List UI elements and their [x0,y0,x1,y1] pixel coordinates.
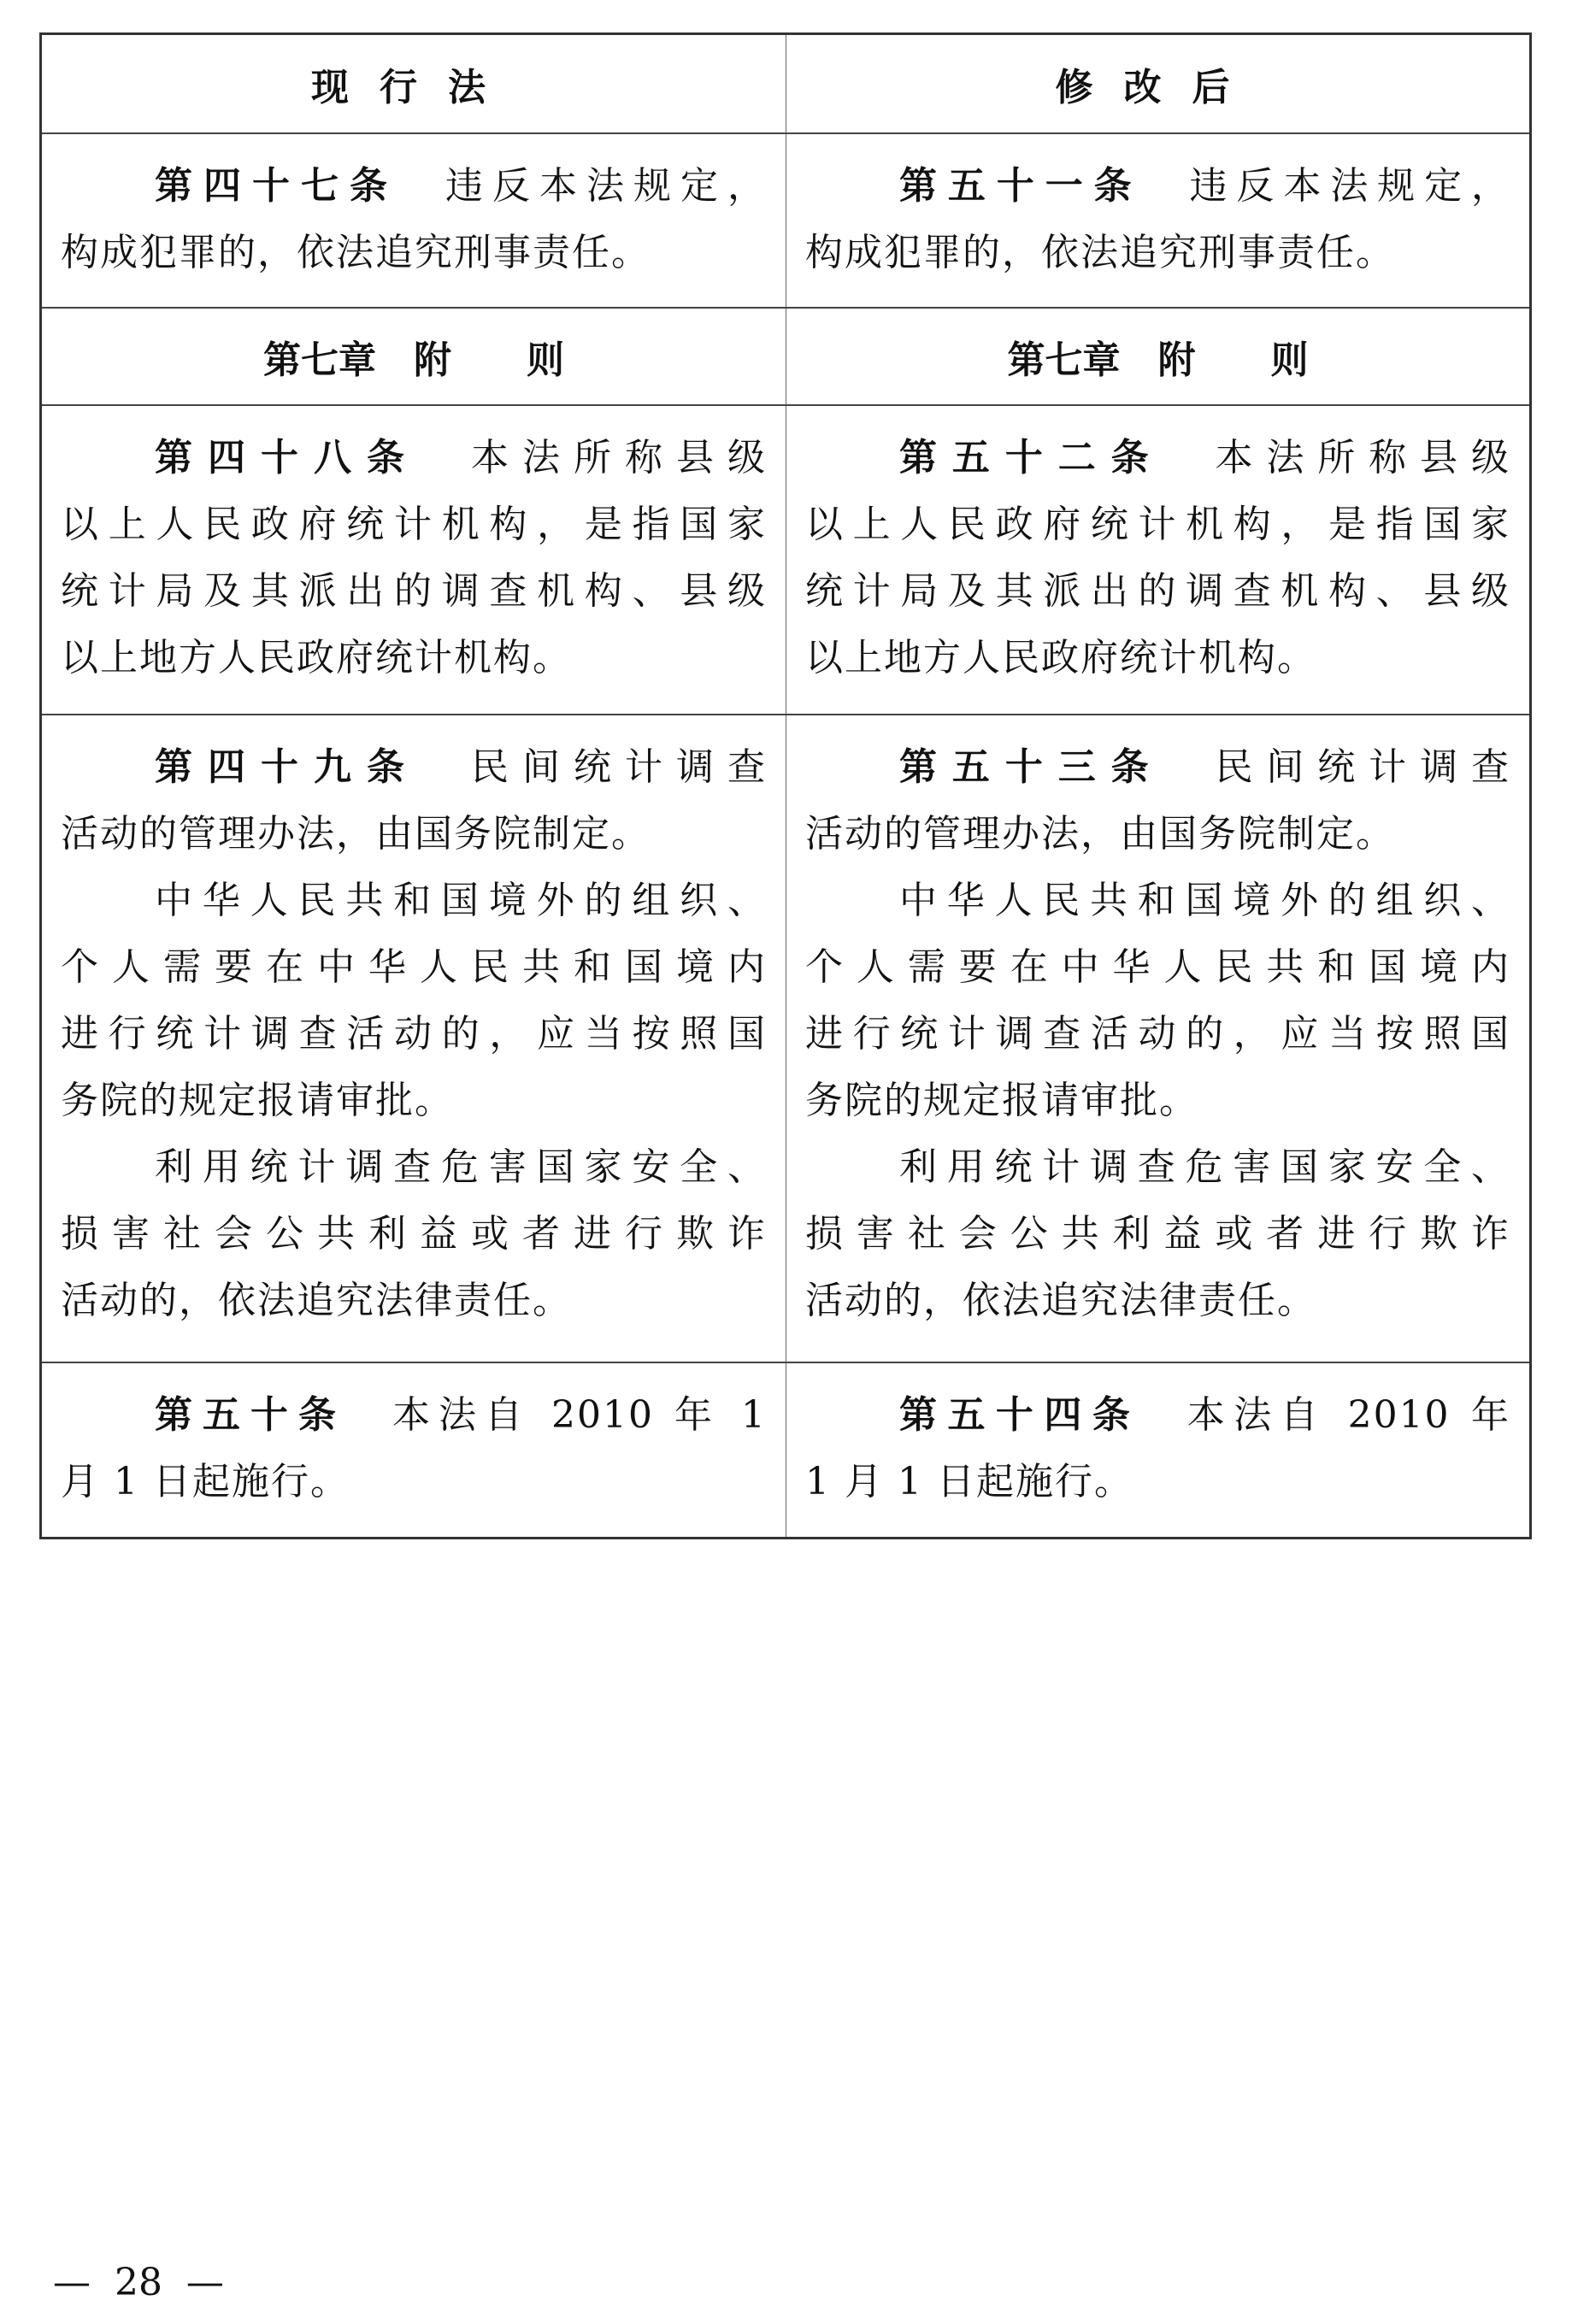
text-line: 统计局及其派出的调查机构、县级 [61,569,767,613]
text-line: 以上地方人民政府统计机构。 [805,636,1316,680]
amended-law-cell [786,134,1529,307]
current-law-cell [42,1363,786,1537]
text-line: 1 月 1 日起施行。 [805,1460,1133,1503]
article-number: 第五十二条 [899,436,1164,480]
amended-law-cell [786,406,1529,714]
text-line: 月 1 日起施行。 [61,1460,350,1503]
header-current-law: 现行法 [311,66,516,109]
table-row [42,714,1529,1362]
amended-law-cell [786,1363,1529,1537]
law-comparison-table [39,32,1532,1539]
table-row [42,132,1529,307]
text-line: 务院的规定报请审批。 [61,1079,454,1122]
text-line: 第四十八条 本法所称县级 [155,436,767,480]
text-line: 构成犯罪的，依法追究刑事责任。 [805,231,1395,274]
text-line: 进行统计调查活动的，应当按照国 [805,1012,1510,1056]
article-number: 第四十九条 [155,745,420,789]
article-number: 第五十一条 [899,164,1143,208]
text-line: 中华人民共和国境外的组织、 [155,879,767,922]
text-line: 以上人民政府统计机构，是指国家 [805,503,1510,546]
amended-law-cell [786,715,1529,1362]
text-line: 第五十三条 民间统计调查 [899,745,1511,789]
text-line: 个人需要在中华人民共和国境内 [805,945,1510,989]
text-line: 第五十四条 本法自 2010 年 [899,1393,1510,1437]
current-law-cell [42,134,786,307]
text-line: 活动的管理办法，由国务院制定。 [805,812,1395,856]
text-line: 务院的规定报请审批。 [805,1079,1198,1122]
text-line: 构成犯罪的，依法追究刑事责任。 [61,231,651,274]
text-line: 第四十七条 违反本法规定， [155,164,767,208]
text-line: 利用统计调查危害国家安全、 [155,1145,767,1189]
text-line: 利用统计调查危害国家安全、 [899,1145,1510,1189]
table-header-row [42,35,1529,132]
current-law-cell [42,715,786,1362]
text-line: 损害社会公共利益或者进行欺诈 [805,1212,1510,1256]
header-amended-law: 修改后 [786,35,1529,132]
text-line: 第四十九条 民间统计调查 [155,745,767,789]
text-line: 统计局及其派出的调查机构、县级 [805,569,1510,613]
article-number: 第五十三条 [899,745,1164,789]
article-number: 第四十七条 [155,164,398,208]
text-line: 个人需要在中华人民共和国境内 [61,945,767,989]
table-row [42,404,1529,714]
text-line: 第五十二条 本法所称县级 [899,436,1511,480]
article-number: 第四十八条 [155,436,420,480]
text-line: 中华人民共和国境外的组织、 [899,879,1510,922]
text-line: 活动的，依法追究法律责任。 [61,1279,572,1322]
article-number: 第五十四条 [899,1393,1141,1437]
page-number: — 28 — [53,2261,224,2304]
chapter-heading-current: 第七章 附 则 [263,338,564,382]
text-line: 第五十条 本法自 2010 年 1 [155,1393,768,1437]
table-row [42,1362,1529,1537]
current-law-cell [42,406,786,714]
chapter-heading-amended: 第七章 附 则 [786,309,1529,404]
text-line: 活动的管理办法，由国务院制定。 [61,812,651,856]
text-line: 活动的，依法追究法律责任。 [805,1279,1316,1322]
text-line: 第五十一条 违反本法规定， [899,164,1511,208]
text-line: 以上人民政府统计机构，是指国家 [61,503,767,546]
text-line: 以上地方人民政府统计机构。 [61,636,572,680]
text-line: 进行统计调查活动的，应当按照国 [61,1012,767,1056]
article-number: 第五十条 [155,1393,347,1437]
chapter-heading-row [42,307,1529,404]
text-line: 损害社会公共利益或者进行欺诈 [61,1212,767,1256]
